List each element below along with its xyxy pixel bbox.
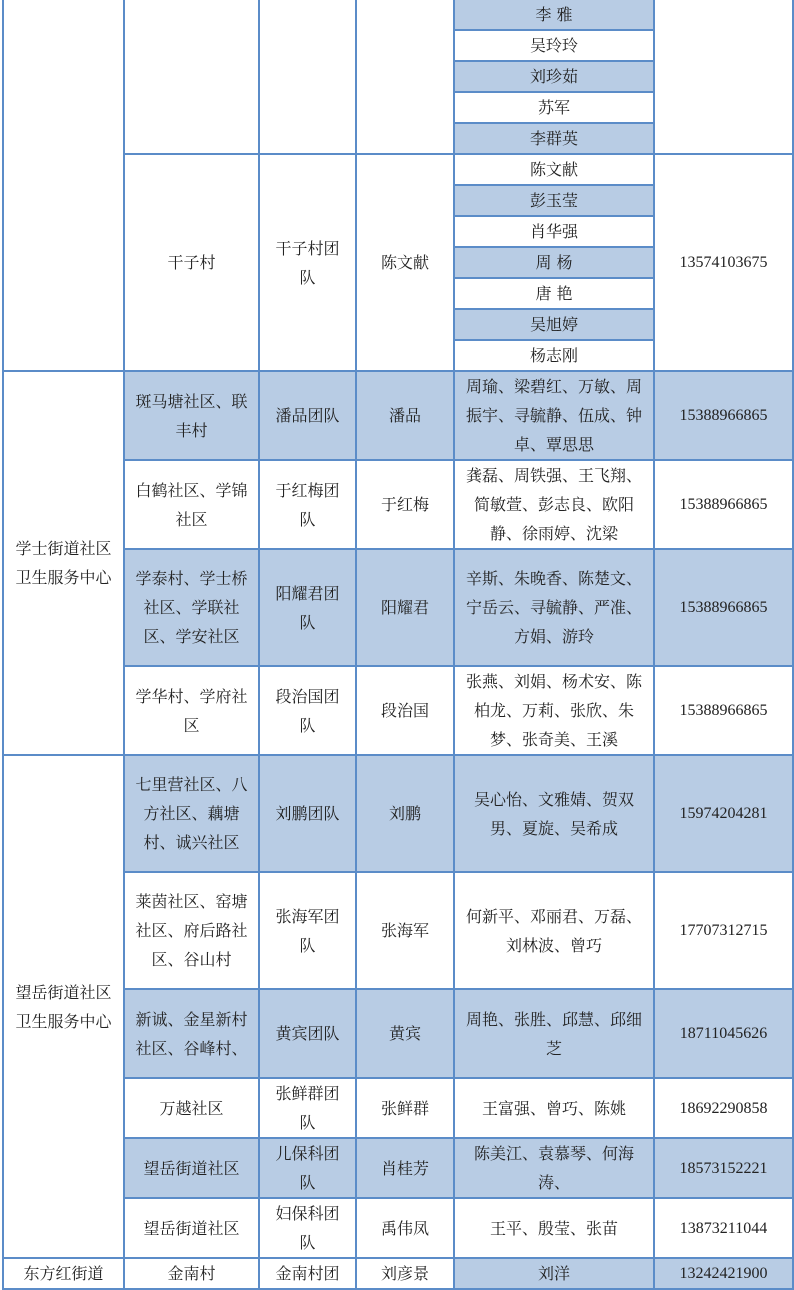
leader-cell: 张海军 [356,872,454,989]
team-cell: 张海军团队 [259,872,356,989]
leader-cell: 刘鹏 [356,755,454,872]
area-cell: 莱茵社区、窑塘社区、府后路社区、谷山村 [124,872,259,989]
team-cell: 于红梅团队 [259,460,356,549]
member-cell: 李群英 [454,123,654,154]
area-cell: 学华村、学府社区 [124,666,259,755]
table-row [3,371,793,460]
members-cell: 龚磊、周铁强、王飞翔、简敏萱、彭志良、欧阳静、徐雨婷、沈梁 [454,460,654,549]
area-cell: 望岳街道社区 [124,1138,259,1198]
leader-cell: 黄宾 [356,989,454,1078]
area-cell: 万越社区 [124,1078,259,1138]
team-cell: 张鲜群团队 [259,1078,356,1138]
phone-cell: 18711045626 [654,989,793,1078]
team-cell-continued [259,0,356,154]
team-cell: 妇保科团队 [259,1198,356,1258]
center-cell: 学士街道社区卫生服务中心 [3,371,124,755]
members-cell: 王平、殷莹、张苗 [454,1198,654,1258]
team-cell: 潘品团队 [259,371,356,460]
phone-cell: 13873211044 [654,1198,793,1258]
member-cell: 彭玉莹 [454,185,654,216]
member-cell: 杨志刚 [454,340,654,371]
phone-cell: 13574103675 [654,154,793,371]
leader-cell: 潘品 [356,371,454,460]
member-cell: 苏军 [454,92,654,123]
team-cell: 干子村团队 [259,154,356,371]
area-cell: 七里营社区、八方社区、藕塘村、诚兴社区 [124,755,259,872]
member-cell: 周 杨 [454,247,654,278]
team-cell: 阳耀君团队 [259,549,356,666]
members-cell: 吴心怡、文雅婧、贺双男、夏旋、吴希成 [454,755,654,872]
team-cell: 黄宾团队 [259,989,356,1078]
center-cell: 望岳街道社区卫生服务中心 [3,755,124,1258]
area-cell: 金南村 [124,1258,259,1289]
team-cell: 儿保科团队 [259,1138,356,1198]
area-cell: 望岳街道社区 [124,1198,259,1258]
area-cell-continued [124,0,259,154]
leader-cell: 刘彦景 [356,1258,454,1289]
area-cell: 学泰村、学士桥社区、学联社区、学安社区 [124,549,259,666]
leader-cell: 段治国 [356,666,454,755]
member-cell: 吴旭婷 [454,309,654,340]
leader-cell: 于红梅 [356,460,454,549]
phone-cell: 18573152221 [654,1138,793,1198]
phone-cell: 15388966865 [654,666,793,755]
phone-cell: 15974204281 [654,755,793,872]
leader-cell: 张鲜群 [356,1078,454,1138]
phone-cell: 17707312715 [654,872,793,989]
members-cell: 张燕、刘娟、杨术安、陈柏龙、万莉、张欣、朱梦、张奇美、王溪 [454,666,654,755]
phone-cell-continued [654,0,793,154]
phone-cell: 15388966865 [654,371,793,460]
area-cell: 斑马塘社区、联丰村 [124,371,259,460]
area-cell: 干子村 [124,154,259,371]
phone-cell: 18692290858 [654,1078,793,1138]
members-cell: 陈美江、袁慕琴、何海涛、 [454,1138,654,1198]
team-roster-table [2,0,794,1290]
phone-cell: 13242421900 [654,1258,793,1289]
members-cell: 王富强、曾巧、陈姚 [454,1078,654,1138]
area-cell: 白鹤社区、学锦社区 [124,460,259,549]
member-cell: 李 雅 [454,0,654,30]
table-row [3,755,793,872]
center-cell-continued [3,0,124,371]
table-row [3,1258,793,1289]
member-cell: 刘珍茹 [454,61,654,92]
members-cell: 何新平、邓丽君、万磊、刘林波、曾巧 [454,872,654,989]
phone-cell: 15388966865 [654,460,793,549]
member-cell: 肖华强 [454,216,654,247]
center-cell: 东方红街道 [3,1258,124,1289]
member-cell: 唐 艳 [454,278,654,309]
leader-cell: 禹伟凤 [356,1198,454,1258]
leader-cell-continued [356,0,454,154]
members-cell: 辛斯、朱晚香、陈楚文、宁岳云、寻毓静、严准、方娟、游玲 [454,549,654,666]
area-cell: 新诚、金星新村社区、谷峰村、 [124,989,259,1078]
members-cell: 周艳、张胜、邱慧、邱细芝 [454,989,654,1078]
leader-cell: 阳耀君 [356,549,454,666]
members-cell: 刘洋 [454,1258,654,1289]
team-cell: 段治国团队 [259,666,356,755]
leader-cell: 肖桂芳 [356,1138,454,1198]
members-cell: 周瑜、梁碧红、万敏、周振宇、寻毓静、伍成、钟卓、覃思思 [454,371,654,460]
table-row [3,0,793,30]
member-cell: 陈文献 [454,154,654,185]
team-cell: 刘鹏团队 [259,755,356,872]
team-cell: 金南村团 [259,1258,356,1289]
member-cell: 吴玲玲 [454,30,654,61]
leader-cell: 陈文献 [356,154,454,371]
phone-cell: 15388966865 [654,549,793,666]
